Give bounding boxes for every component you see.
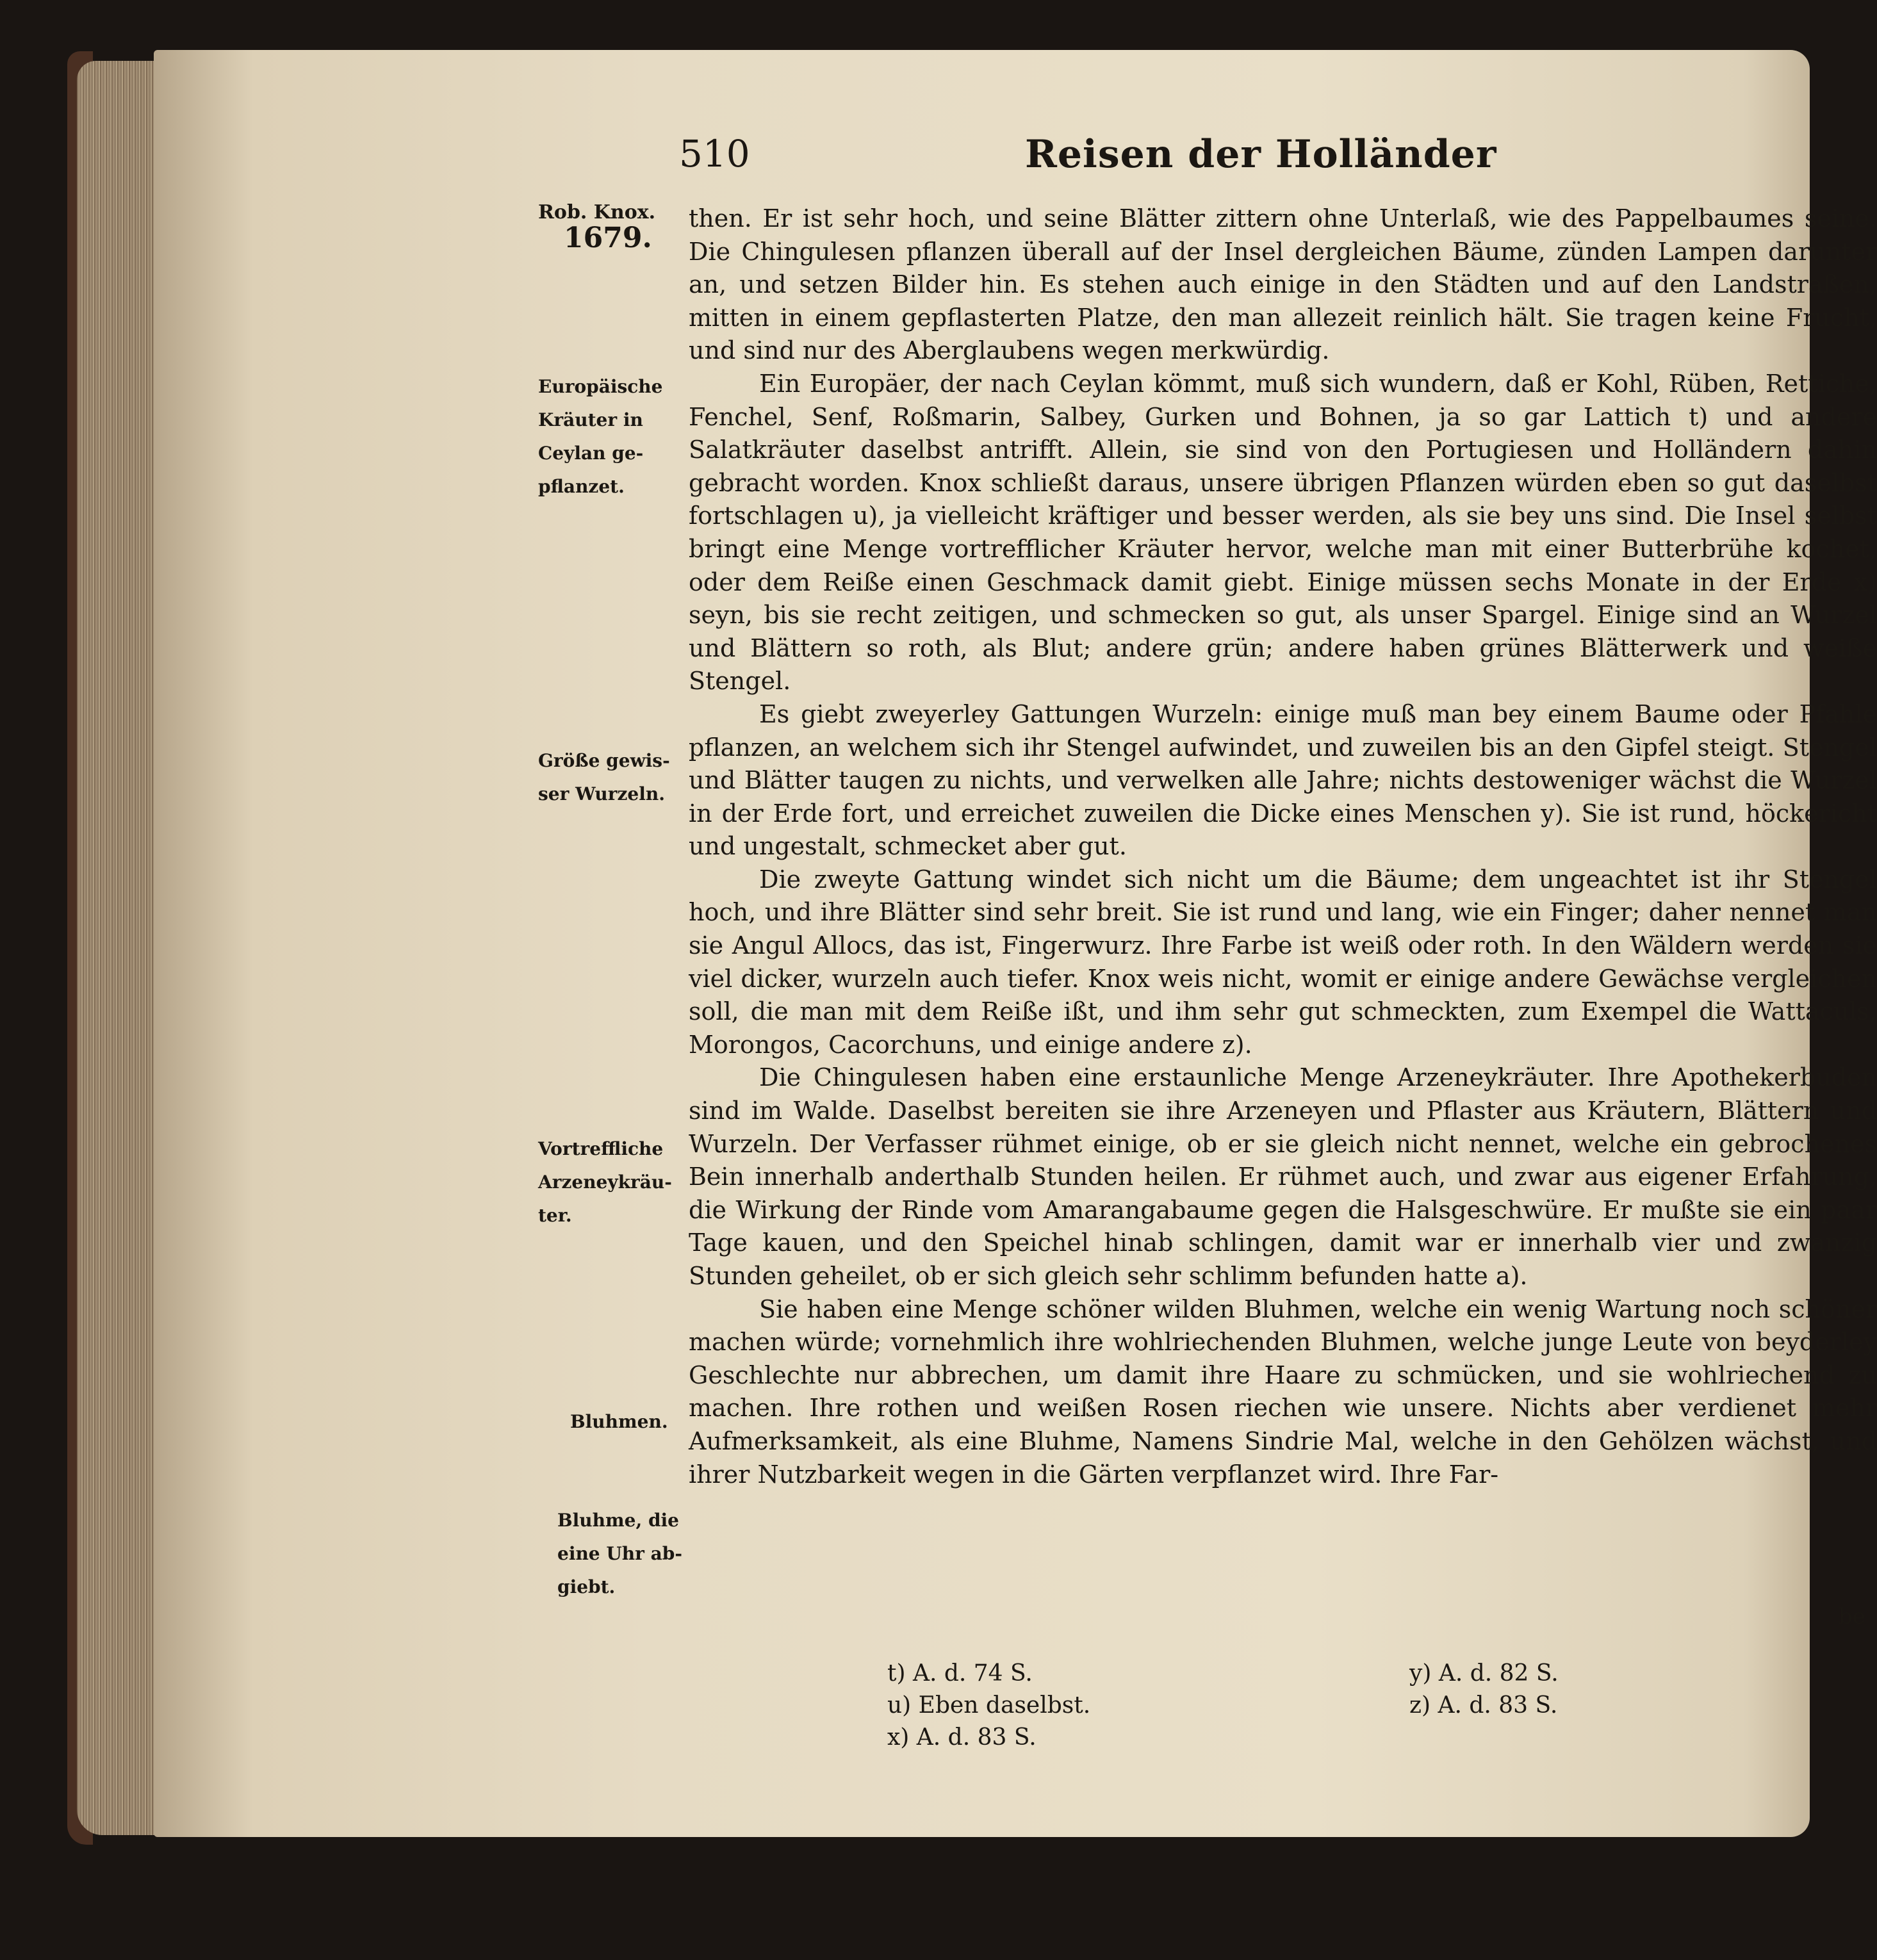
margin-note-bluhmen: Bluhmen. bbox=[570, 1411, 668, 1432]
paragraph: Die Chingulesen haben eine erstaunliche Menge Arzeneykräuter. Ihre Apothekerbuden sind im Walde. Daselbst bereiten sie ihre Arzeneyen und Pflaster aus Kräutern, Blättern und Wurzeln. Der Verfasser rühmet einige, ob er sie gleich nicht nennet, welche ein gebrochenes Bein innerhalb anderthalb Stunden heilen. Er rühmet auch, und zwar aus eigener Erfahrung, die Wirkung der Rinde vom Amarangabaume gegen die Halsgeschwüre. Er mußte sie ein paar Tage kauen, und den Speichel hinab schlingen, damit war er innerhalb vier und zwanzig Stunden geheilet, ob er sich gleich sehr schlimm befunden hatte a). bbox=[689, 1063, 1877, 1290]
paragraph: then. Er ist sehr hoch, und seine Blätter zittern ohne Unterlaß, wie des Pappelbaumes seine. Die Chingulesen pflanzen überall auf der Insel dergleichen Bäume, zünden Lampen darunter an, und setzen Bilder hin. Es stehen auch einige in den Städten und auf den Landstraßen, mitten in einem gepflasterten Platze, den man allezeit reinlich hält. Sie tragen keine Frucht, und sind nur des Aberglaubens wegen merkwürdig. bbox=[689, 204, 1877, 365]
paragraph: Es giebt zweyerley Gattungen Wurzeln: einige muß man bey einem Baume oder Pfahle pflanzen, an welchem sich ihr Stengel aufwindet, und zuweilen bis an den Gipfel steigt. Stengel und Blätter taugen zu nichts, und verwelken alle Jahre; nichts destoweniger wächst die Wurzel in der Erde fort, und erreichet zuweilen die Dicke eines Menschen y). Sie ist rund, höckericht und ungestalt, schmecket aber gut. bbox=[689, 699, 1877, 861]
margin-note-bluhme-uhr: Bluhme, die eine Uhr ab- giebt. bbox=[557, 1510, 682, 1597]
footnote: u) Eben daselbst. bbox=[887, 1692, 1091, 1719]
footnotes-left bbox=[887, 1658, 1090, 1754]
page-block-edge bbox=[77, 61, 160, 1835]
catchword: be bbox=[1839, 1604, 1865, 1629]
footnote: x) A. d. 83 S. bbox=[887, 1724, 1037, 1751]
footnote: y) A. d. 82 S. bbox=[1409, 1660, 1559, 1686]
margin-note-year: 1679. bbox=[564, 222, 652, 254]
margin-note-author: Rob. Knox. bbox=[538, 201, 656, 224]
margin-note-groesse: Größe gewis- ser Wurzeln. bbox=[538, 750, 670, 804]
footnote: z) A. d. 83 S. bbox=[1409, 1692, 1558, 1719]
paragraph: Sie haben eine Menge schöner wilden Bluhmen, welche ein wenig Wartung noch schöner machen würde; vornehmlich ihre wohlriechenden Bluhmen, welche junge Leute von beyderley Geschlechte nur abbrechen, um damit ihre Haare zu schmücken, und sie wohlriechend zu machen. Ihre rothen und weißen Rosen riechen wie unsere. Nichts aber verdienet mehr Aufmerksamkeit, als eine Bluhme, Namens Sindrie Mal, welche in den Gehölzen wächst, und ihrer Nutzbarkeit wegen in die Gärten verpflanzet wird. Ihre Far- bbox=[689, 1294, 1877, 1489]
running-title: Reisen der Holländer bbox=[1025, 132, 1497, 177]
main-text bbox=[689, 202, 1877, 1491]
margin-note-europaeische: Europäische Kräuter in Ceylan ge- pflanzet. bbox=[538, 376, 663, 497]
footnote: t) A. d. 74 S. bbox=[887, 1660, 1033, 1686]
footnotes-right bbox=[1409, 1658, 1559, 1722]
book-page bbox=[154, 50, 1877, 1837]
page-number: 510 bbox=[679, 132, 750, 176]
paragraph: Ein Europäer, der nach Ceylan kömmt, muß sich wundern, daß er Kohl, Rüben, Rettiche, Fenchel, Senf, Roßmarin, Salbey, Gurken und Bohnen, ja so gar Lattich t) und andere Salatkräuter daselbst antrifft. Allein, sie sind von den Portugiesen und Holländern dahin gebracht worden. Knox schließt daraus, unsere übrigen Pflanzen würden eben so gut daselbst fortschlagen u), ja vielleicht kräftiger und besser werden, als sie bey uns sind. Die Insel selbst bringt eine Menge vortrefflicher Kräuter hervor, welche man mit einer Butterbrühe kochet, oder dem Reiße einen Geschmack damit giebt. Einige müssen sechs Monate in der Erde x) seyn, bis sie recht zeitigen, und schmecken so gut, als unser Spargel. Einige sind an Wurzel und Blättern so roth, als Blut; andere grün; andere haben grünes Blätterwerk und weiße Stengel. bbox=[689, 369, 1877, 696]
margin-note-vortreffliche: Vortreffliche Arzeneykräu- ter. bbox=[538, 1138, 672, 1226]
paragraph: Die zweyte Gattung windet sich nicht um die Bäume; dem ungeachtet ist ihr Stengel hoch, und ihre Blätter sind sehr breit. Sie ist rund und lang, wie ein Finger; daher nennet man sie Angul Allocs, das ist, Fingerwurz. Ihre Farbe ist weiß oder roth. In den Wäldern werden sie viel dicker, wurzeln auch tiefer. Knox weis nicht, womit er einige andere Gewächse vergleichen soll, die man mit dem Reiße ißt, und ihm sehr gut schmeckten, zum Exempel die Wattaculs, Morongos, Cacorchuns, und einige andere z). bbox=[689, 865, 1877, 1059]
